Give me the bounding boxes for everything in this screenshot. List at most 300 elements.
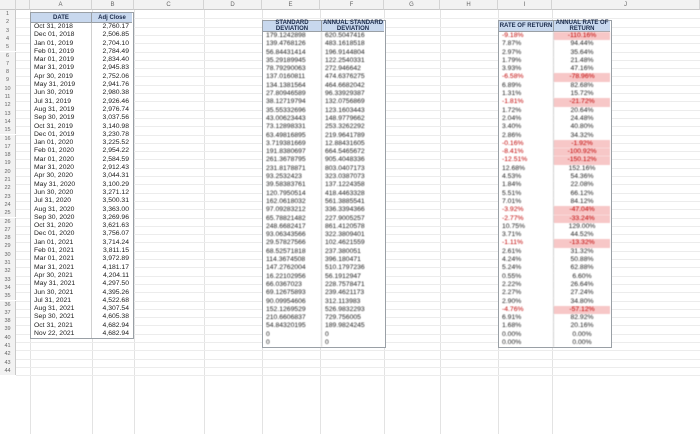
adj-close-cell[interactable]: 3,100.29 xyxy=(91,181,132,189)
header-adj-close[interactable]: Adj Close xyxy=(91,13,132,23)
date-cell[interactable]: Mar 31, 2019 xyxy=(34,64,75,72)
column-header-g[interactable]: G xyxy=(384,0,440,10)
date-cell[interactable]: Jan 01, 2020 xyxy=(34,139,74,147)
stdev-cell[interactable]: 66.0367023 xyxy=(266,280,302,288)
annual-stdev-cell[interactable]: 272.946642 xyxy=(321,65,384,73)
stdev-cell[interactable]: 179.1242898 xyxy=(266,32,306,39)
annual-stdev-cell[interactable]: 323.0387073 xyxy=(321,173,384,181)
adj-close-cell[interactable]: 3,271.12 xyxy=(91,189,132,197)
annual-rate-of-return-cell[interactable]: -57.12% xyxy=(553,306,610,314)
adj-close-cell[interactable]: 2,954.22 xyxy=(91,147,132,155)
row-header[interactable]: 7 xyxy=(0,60,16,68)
rate-of-return-cell[interactable]: 2.27% xyxy=(502,289,522,297)
annual-rate-of-return-cell[interactable]: -21.72% xyxy=(553,98,610,106)
adj-close-cell[interactable]: 2,704.10 xyxy=(91,40,132,48)
row-header[interactable]: 13 xyxy=(0,110,16,118)
stdev-cell[interactable]: 162.0618032 xyxy=(266,197,306,205)
annual-rate-of-return-cell[interactable]: -78.96% xyxy=(553,73,610,81)
annual-rate-of-return-cell[interactable]: 129.00% xyxy=(553,223,610,231)
annual-stdev-cell[interactable]: 0 xyxy=(321,331,384,339)
rate-of-return-cell[interactable]: 4.53% xyxy=(502,173,522,181)
stdev-cell[interactable]: 93.06343566 xyxy=(266,231,306,239)
date-cell[interactable]: Apr 30, 2021 xyxy=(34,271,73,279)
stdev-cell[interactable]: 39.58383761 xyxy=(266,181,306,189)
column-header-j[interactable]: J xyxy=(552,0,700,10)
date-cell[interactable]: Jun 30, 2020 xyxy=(34,188,74,196)
rate-of-return-cell[interactable]: 6.91% xyxy=(502,314,522,322)
annual-stdev-cell[interactable]: 729.756005 xyxy=(321,314,384,322)
rate-of-return-cell[interactable]: 1.84% xyxy=(502,181,522,189)
row-header[interactable]: 41 xyxy=(0,342,16,350)
annual-stdev-cell[interactable]: 123.1603443 xyxy=(321,107,384,115)
annual-stdev-cell[interactable]: 0 xyxy=(321,339,384,347)
row-header[interactable]: 22 xyxy=(0,184,16,192)
rate-of-return-cell[interactable]: 0.55% xyxy=(502,272,522,280)
annual-rate-of-return-cell[interactable]: 152.16% xyxy=(553,165,610,173)
row-header[interactable]: 34 xyxy=(0,284,16,292)
date-cell[interactable]: Dec 01, 2019 xyxy=(34,130,75,138)
table-row xyxy=(499,123,611,131)
date-cell[interactable]: Mar 31, 2021 xyxy=(34,263,75,271)
adj-close-cell[interactable]: 4,307.54 xyxy=(91,305,132,313)
row-header[interactable]: 20 xyxy=(0,168,16,176)
rate-of-return-cell[interactable]: 2.90% xyxy=(502,297,522,305)
rate-of-return-cell[interactable]: 10.75% xyxy=(502,222,526,230)
rate-of-return-cell[interactable]: 1.68% xyxy=(502,322,522,330)
stdev-cell[interactable]: 65.78821482 xyxy=(266,214,306,222)
annual-stdev-cell[interactable]: 148.9779662 xyxy=(321,115,384,123)
annual-stdev-cell[interactable]: 219.9641789 xyxy=(321,132,384,140)
stdev-cell[interactable]: 210.6606837 xyxy=(266,314,306,322)
annual-rate-of-return-cell[interactable]: -100.92% xyxy=(553,148,610,156)
date-cell[interactable]: Jul 31, 2021 xyxy=(34,296,72,304)
adj-close-cell[interactable]: 3,811.15 xyxy=(91,247,132,255)
annual-stdev-cell[interactable]: 510.1797236 xyxy=(321,264,384,272)
annual-rate-of-return-cell[interactable]: 0.00% xyxy=(553,339,610,347)
annual-stdev-cell[interactable]: 396.180471 xyxy=(321,256,384,264)
row-header[interactable]: 18 xyxy=(0,151,16,159)
adj-close-cell[interactable]: 2,834.40 xyxy=(91,56,132,64)
annual-stdev-cell[interactable]: 312.113983 xyxy=(321,298,384,306)
rate-of-return-cell[interactable]: -6.58% xyxy=(502,73,524,81)
adj-close-cell[interactable]: 2,912.43 xyxy=(91,164,132,172)
adj-close-cell[interactable]: 3,269.96 xyxy=(91,214,132,222)
annual-rate-of-return-cell[interactable]: 0.00% xyxy=(553,331,610,339)
annual-rate-of-return-cell[interactable]: 54.36% xyxy=(553,173,610,181)
stdev-cell[interactable]: 35.55332696 xyxy=(266,106,306,114)
adj-close-cell[interactable]: 2,976.74 xyxy=(91,106,132,114)
row-header[interactable]: 5 xyxy=(0,43,16,51)
rate-of-return-cell[interactable]: 2.97% xyxy=(502,48,522,56)
annual-stdev-cell[interactable]: 122.2540331 xyxy=(321,57,384,65)
adj-close-cell[interactable]: 2,926.46 xyxy=(91,98,132,106)
adj-close-cell[interactable]: 3,037.56 xyxy=(91,114,132,122)
date-cell[interactable]: Oct 31, 2018 xyxy=(34,23,73,30)
adj-close-cell[interactable]: 4,522.68 xyxy=(91,297,132,305)
date-cell[interactable]: Dec 01, 2020 xyxy=(34,230,75,238)
adj-close-cell[interactable]: 2,941.76 xyxy=(91,81,132,89)
rate-of-return-cell[interactable]: 6.89% xyxy=(502,81,522,89)
row-header[interactable]: 37 xyxy=(0,309,16,317)
rate-of-return-cell[interactable]: 0.00% xyxy=(502,330,522,338)
row-header[interactable]: 25 xyxy=(0,209,16,217)
annual-rate-of-return-cell[interactable]: 22.08% xyxy=(553,181,610,189)
rate-of-return-cell[interactable]: 2.61% xyxy=(502,247,522,255)
table-row xyxy=(263,181,385,189)
row-header[interactable]: 8 xyxy=(0,68,16,76)
adj-close-cell[interactable]: 2,945.83 xyxy=(91,64,132,72)
stdev-cell[interactable]: 139.4768126 xyxy=(266,40,306,48)
annual-rate-of-return-cell[interactable]: 50.88% xyxy=(553,256,610,264)
date-cell[interactable]: Oct 31, 2019 xyxy=(34,122,73,130)
table-row xyxy=(499,264,611,272)
table-row xyxy=(31,98,133,106)
row-header[interactable]: 39 xyxy=(0,325,16,333)
row-header[interactable]: 14 xyxy=(0,118,16,126)
annual-stdev-cell[interactable]: 227.9005257 xyxy=(321,215,384,223)
annual-stdev-cell[interactable]: 861.4120578 xyxy=(321,223,384,231)
annual-rate-of-return-cell[interactable]: 20.16% xyxy=(553,322,610,330)
header-annual-rate-of-return[interactable]: ANNUAL RATE OF RETURN xyxy=(553,21,610,32)
rate-of-return-cell[interactable]: 5.51% xyxy=(502,189,522,197)
row-header[interactable]: 33 xyxy=(0,276,16,284)
date-cell[interactable]: Jul 31, 2020 xyxy=(34,197,72,205)
table-row xyxy=(499,306,611,314)
annual-rate-of-return-cell[interactable]: 34.80% xyxy=(553,298,610,306)
stdev-cell[interactable]: 29.57827566 xyxy=(266,239,306,247)
row-header[interactable]: 30 xyxy=(0,251,16,259)
select-all-corner[interactable] xyxy=(0,0,16,10)
row-header[interactable]: 40 xyxy=(0,334,16,342)
annual-stdev-cell[interactable]: 132.0756869 xyxy=(321,98,384,106)
table-row xyxy=(31,264,133,272)
annual-rate-of-return-cell[interactable]: -13.32% xyxy=(553,239,610,247)
column-header-a[interactable]: A xyxy=(30,0,92,10)
row-header[interactable]: 31 xyxy=(0,259,16,267)
adj-close-cell[interactable]: 4,297.50 xyxy=(91,280,132,288)
adj-close-cell[interactable]: 4,682.94 xyxy=(91,330,132,338)
adj-close-cell[interactable]: 2,752.06 xyxy=(91,73,132,81)
stdev-cell[interactable]: 90.09954606 xyxy=(266,297,306,305)
rate-of-return-cell[interactable]: 3.93% xyxy=(502,65,522,73)
annual-rate-of-return-cell[interactable]: 21.48% xyxy=(553,57,610,65)
rate-of-return-cell[interactable]: -1.11% xyxy=(502,239,524,247)
column-header-c[interactable]: C xyxy=(134,0,204,10)
annual-stdev-cell[interactable]: 239.4621173 xyxy=(321,289,384,297)
column-header-spacer[interactable] xyxy=(16,0,30,10)
column-header-i[interactable]: I xyxy=(498,0,552,10)
adj-close-cell[interactable]: 2,980.38 xyxy=(91,89,132,97)
date-cell[interactable]: Jun 30, 2019 xyxy=(34,89,74,97)
date-cell[interactable]: Jun 30, 2021 xyxy=(34,288,74,296)
adj-close-cell[interactable]: 4,605.38 xyxy=(91,313,132,321)
adj-close-cell[interactable]: 3,714.24 xyxy=(91,239,132,247)
annual-rate-of-return-cell[interactable]: 44.52% xyxy=(553,231,610,239)
rate-of-return-cell[interactable]: -1.81% xyxy=(502,98,524,106)
annual-stdev-cell[interactable]: 237.380051 xyxy=(321,248,384,256)
annual-stdev-cell[interactable]: 620.5047416 xyxy=(321,32,384,40)
annual-rate-of-return-cell[interactable]: 6.60% xyxy=(553,273,610,281)
adj-close-cell[interactable]: 2,760.17 xyxy=(91,23,132,31)
annual-rate-of-return-cell[interactable]: 66.12% xyxy=(553,190,610,198)
annual-rate-of-return-cell[interactable]: 82.92% xyxy=(553,314,610,322)
annual-stdev-cell[interactable]: 196.9144804 xyxy=(321,49,384,57)
annual-stdev-cell[interactable]: 56.1912947 xyxy=(321,273,384,281)
date-cell[interactable]: Mar 01, 2019 xyxy=(34,56,75,64)
row-header[interactable]: 21 xyxy=(0,176,16,184)
annual-stdev-cell[interactable]: 664.5465672 xyxy=(321,148,384,156)
annual-rate-of-return-cell[interactable]: -33.24% xyxy=(553,215,610,223)
annual-rate-of-return-cell[interactable]: 27.24% xyxy=(553,289,610,297)
row-header[interactable]: 32 xyxy=(0,267,16,275)
adj-close-cell[interactable]: 3,756.07 xyxy=(91,230,132,238)
date-cell[interactable]: Aug 31, 2019 xyxy=(34,105,75,113)
adj-close-cell[interactable]: 3,230.78 xyxy=(91,131,132,139)
annual-stdev-cell[interactable]: 526.9832293 xyxy=(321,306,384,314)
row-header[interactable]: 15 xyxy=(0,126,16,134)
stdev-cell[interactable]: 152.1269529 xyxy=(266,305,306,313)
adj-close-cell[interactable]: 3,044.31 xyxy=(91,172,132,180)
date-cell[interactable]: Aug 31, 2020 xyxy=(34,205,75,213)
row-header[interactable]: 19 xyxy=(0,159,16,167)
annual-rate-of-return-cell[interactable]: 62.88% xyxy=(553,264,610,272)
stdev-cell[interactable]: 0 xyxy=(266,330,270,338)
rate-of-return-cell[interactable]: -3.92% xyxy=(502,206,524,214)
stdev-cell[interactable]: 69.12675893 xyxy=(266,289,306,297)
stdev-cell[interactable]: 73.12898331 xyxy=(266,123,306,131)
date-cell[interactable]: Sep 30, 2021 xyxy=(34,313,75,321)
row-header[interactable]: 12 xyxy=(0,101,16,109)
annual-stdev-cell[interactable]: 189.9824245 xyxy=(321,322,384,330)
row-header[interactable]: 43 xyxy=(0,359,16,367)
adj-close-cell[interactable]: 4,395.26 xyxy=(91,289,132,297)
rate-of-return-cell[interactable]: -2.77% xyxy=(502,214,524,222)
rate-of-return-cell[interactable]: 2.86% xyxy=(502,131,522,139)
date-cell[interactable]: Nov 22, 2021 xyxy=(34,329,75,337)
stdev-cell[interactable]: 16.22102956 xyxy=(266,272,306,280)
rate-of-return-cell[interactable]: -4.76% xyxy=(502,305,524,313)
rate-of-return-cell[interactable]: 7.01% xyxy=(502,197,522,205)
date-cell[interactable]: Sep 30, 2020 xyxy=(34,213,75,221)
rate-of-return-cell[interactable]: -12.51% xyxy=(502,156,528,164)
annual-stdev-cell[interactable]: 12.88431605 xyxy=(321,140,384,148)
rate-of-return-cell[interactable]: 1.31% xyxy=(502,90,522,98)
table-row xyxy=(31,214,133,222)
table-row xyxy=(263,314,385,322)
annual-rate-of-return-cell[interactable]: 34.32% xyxy=(553,132,610,140)
annual-stdev-cell[interactable]: 464.6682042 xyxy=(321,82,384,90)
row-header[interactable]: 27 xyxy=(0,226,16,234)
rate-of-return-cell[interactable]: 0.00% xyxy=(502,338,522,346)
date-cell[interactable]: Mar 01, 2021 xyxy=(34,255,75,263)
row-header[interactable]: 9 xyxy=(0,76,16,84)
stdev-cell[interactable]: 27.80946589 xyxy=(266,90,306,98)
stdev-cell[interactable]: 147.2762004 xyxy=(266,264,306,272)
rate-of-return-cell[interactable]: 7.87% xyxy=(502,40,522,48)
stdev-cell[interactable]: 137.0160811 xyxy=(266,73,306,81)
annual-rate-of-return-cell[interactable]: 82.68% xyxy=(553,82,610,90)
rate-of-return-cell[interactable]: 1.72% xyxy=(502,106,522,114)
rate-of-return-cell[interactable]: -9.18% xyxy=(502,32,524,39)
stdev-cell[interactable]: 114.3674508 xyxy=(266,256,306,264)
annual-stdev-cell[interactable]: 483.1618518 xyxy=(321,40,384,48)
annual-stdev-cell[interactable]: 803.0407173 xyxy=(321,165,384,173)
date-cell[interactable]: Apr 30, 2019 xyxy=(34,72,73,80)
rate-of-return-cell[interactable]: 3.71% xyxy=(502,231,522,239)
row-header[interactable]: 26 xyxy=(0,218,16,226)
row-header[interactable]: 10 xyxy=(0,85,16,93)
adj-close-cell[interactable]: 3,621.63 xyxy=(91,222,132,230)
annual-rate-of-return-cell[interactable]: 15.72% xyxy=(553,90,610,98)
row-header[interactable]: 23 xyxy=(0,193,16,201)
stdev-cell[interactable]: 38.12719794 xyxy=(266,98,306,106)
date-cell[interactable]: Feb 01, 2021 xyxy=(34,247,75,255)
annual-stdev-cell[interactable]: 102.4621559 xyxy=(321,239,384,247)
header-standard-deviation[interactable]: STANDARD DEVIATION xyxy=(263,21,321,32)
rate-of-return-cell[interactable]: 2.22% xyxy=(502,280,522,288)
date-cell[interactable]: Sep 30, 2019 xyxy=(34,114,75,122)
date-cell[interactable]: May 31, 2020 xyxy=(34,180,76,188)
rate-of-return-cell[interactable]: 3.40% xyxy=(502,123,522,131)
annual-rate-of-return-cell[interactable]: 20.64% xyxy=(553,107,610,115)
date-cell[interactable]: May 31, 2021 xyxy=(34,280,76,288)
annual-stdev-cell[interactable]: 322.3809401 xyxy=(321,231,384,239)
annual-rate-of-return-cell[interactable]: -47.04% xyxy=(553,206,610,214)
rate-of-return-cell[interactable]: -0.16% xyxy=(502,139,524,147)
annual-rate-of-return-cell[interactable]: 94.44% xyxy=(553,40,610,48)
row-header[interactable]: 3 xyxy=(0,27,16,35)
column-header-d[interactable]: D xyxy=(204,0,262,10)
stdev-cell[interactable]: 120.7950514 xyxy=(266,189,306,197)
rate-of-return-cell[interactable]: 4.24% xyxy=(502,256,522,264)
stdev-cell[interactable]: 97.09283212 xyxy=(266,206,306,214)
date-cell[interactable]: Jan 01, 2021 xyxy=(34,238,74,246)
row-header[interactable]: 29 xyxy=(0,242,16,250)
row-header[interactable]: 44 xyxy=(0,367,16,375)
date-cell[interactable]: Dec 01, 2018 xyxy=(34,31,75,39)
date-cell[interactable]: Apr 30, 2020 xyxy=(34,172,73,180)
adj-close-cell[interactable]: 3,972.89 xyxy=(91,255,132,263)
column-header-h[interactable]: H xyxy=(440,0,498,10)
date-cell[interactable]: Aug 31, 2021 xyxy=(34,305,75,313)
table-row xyxy=(31,272,133,280)
date-cell[interactable]: Feb 01, 2020 xyxy=(34,147,75,155)
table-row xyxy=(31,297,133,305)
row-header[interactable]: 11 xyxy=(0,93,16,101)
adj-close-cell[interactable]: 2,784.49 xyxy=(91,48,132,56)
annual-rate-of-return-cell[interactable]: 84.12% xyxy=(553,198,610,206)
adj-close-cell[interactable]: 4,204.11 xyxy=(91,272,132,280)
header-annual-standard-deviation[interactable]: ANNUAL STANDARD DEVIATION xyxy=(322,20,384,32)
stdev-cell[interactable]: 63.49816895 xyxy=(266,131,306,139)
row-header[interactable]: 4 xyxy=(0,35,16,43)
date-cell[interactable]: Mar 31, 2020 xyxy=(34,164,75,172)
stdev-cell[interactable]: 43.00623443 xyxy=(266,114,306,122)
annual-stdev-cell[interactable]: 228.7578471 xyxy=(321,281,384,289)
annual-rate-of-return-cell[interactable]: 47.16% xyxy=(553,65,610,73)
adj-close-cell[interactable]: 3,140.98 xyxy=(91,123,132,131)
annual-rate-of-return-cell[interactable]: 31.32% xyxy=(553,248,610,256)
stdev-cell[interactable]: 0 xyxy=(266,338,270,346)
rate-of-return-cell[interactable]: 1.79% xyxy=(502,56,522,64)
rate-of-return-cell[interactable]: 2.04% xyxy=(502,114,522,122)
annual-stdev-cell[interactable]: 905.4048336 xyxy=(321,156,384,164)
rate-of-return-cell[interactable]: 5.24% xyxy=(502,264,522,272)
adj-close-cell[interactable]: 2,506.85 xyxy=(91,31,132,39)
stdev-cell[interactable]: 56.84431414 xyxy=(266,48,306,56)
row-header[interactable]: 42 xyxy=(0,350,16,358)
rate-of-return-cell[interactable]: -8.41% xyxy=(502,148,524,156)
annual-stdev-cell[interactable]: 137.1224358 xyxy=(321,181,384,189)
stdev-cell[interactable]: 191.8380697 xyxy=(266,148,306,156)
stdev-cell[interactable]: 93.2532423 xyxy=(266,173,302,181)
date-cell[interactable]: Mar 01, 2020 xyxy=(34,155,75,163)
date-cell[interactable]: Jan 01, 2019 xyxy=(34,39,74,47)
column-header-f[interactable]: F xyxy=(320,0,384,10)
annual-rate-of-return-cell[interactable]: 35.64% xyxy=(553,49,610,57)
row-header[interactable]: 36 xyxy=(0,301,16,309)
annual-rate-of-return-cell[interactable]: -1.92% xyxy=(553,140,610,148)
date-cell[interactable]: Feb 01, 2019 xyxy=(34,47,75,55)
adj-close-cell[interactable]: 3,363.00 xyxy=(91,206,132,214)
row-header[interactable]: 1 xyxy=(0,10,16,18)
row-header[interactable]: 28 xyxy=(0,234,16,242)
annual-rate-of-return-cell[interactable]: 40.80% xyxy=(553,123,610,131)
stdev-cell[interactable]: 261.3678795 xyxy=(266,156,306,164)
stdev-cell[interactable]: 68.52571818 xyxy=(266,247,306,255)
stdev-cell[interactable]: 134.1381564 xyxy=(266,81,306,89)
stdev-cell[interactable]: 248.6682417 xyxy=(266,222,306,230)
annual-stdev-cell[interactable]: 474.6376275 xyxy=(321,73,384,81)
annual-rate-of-return-cell[interactable]: 26.64% xyxy=(553,281,610,289)
annual-stdev-cell[interactable]: 336.3394366 xyxy=(321,206,384,214)
date-cell[interactable]: Jul 31, 2019 xyxy=(34,97,72,105)
annual-stdev-cell[interactable]: 418.4463328 xyxy=(321,190,384,198)
date-cell[interactable]: May 31, 2019 xyxy=(34,81,76,89)
adj-close-cell[interactable]: 4,181.17 xyxy=(91,264,132,272)
column-header-b[interactable]: B xyxy=(92,0,134,10)
adj-close-cell[interactable]: 2,584.59 xyxy=(91,156,132,164)
annual-rate-of-return-cell[interactable]: 24.48% xyxy=(553,115,610,123)
stdev-cell[interactable]: 35.29189945 xyxy=(266,56,306,64)
row-header[interactable]: 35 xyxy=(0,292,16,300)
row-header[interactable]: 24 xyxy=(0,201,16,209)
annual-stdev-cell[interactable]: 96.33929387 xyxy=(321,90,384,98)
adj-close-cell[interactable]: 3,225.52 xyxy=(91,139,132,147)
annual-stdev-cell[interactable]: 561.3885541 xyxy=(321,198,384,206)
rate-of-return-cell[interactable]: 12.68% xyxy=(502,164,526,172)
annual-stdev-cell[interactable]: 253.3262292 xyxy=(321,123,384,131)
header-rate-of-return[interactable]: RATE OF RETURN xyxy=(499,21,553,32)
row-header[interactable]: 16 xyxy=(0,135,16,143)
adj-close-cell[interactable]: 4,682.94 xyxy=(91,322,132,330)
annual-rate-of-return-cell[interactable]: -110.16% xyxy=(553,32,610,40)
header-date[interactable]: DATE xyxy=(31,13,91,23)
row-header[interactable]: 38 xyxy=(0,317,16,325)
adj-close-cell[interactable]: 3,500.31 xyxy=(91,197,132,205)
stdev-cell[interactable]: 54.84320195 xyxy=(266,322,306,330)
row-header[interactable]: 2 xyxy=(0,18,16,26)
date-cell[interactable]: Oct 31, 2021 xyxy=(34,321,73,329)
date-cell[interactable]: Oct 31, 2020 xyxy=(34,222,73,230)
row-header[interactable]: 17 xyxy=(0,143,16,151)
stdev-cell[interactable]: 78.79290063 xyxy=(266,65,306,73)
annual-rate-of-return-cell[interactable]: -150.12% xyxy=(553,156,610,164)
row-header[interactable]: 6 xyxy=(0,52,16,60)
stdev-cell[interactable]: 3.719381669 xyxy=(266,139,306,147)
column-header-e[interactable]: E xyxy=(262,0,320,10)
stdev-cell[interactable]: 231.8178871 xyxy=(266,164,306,172)
